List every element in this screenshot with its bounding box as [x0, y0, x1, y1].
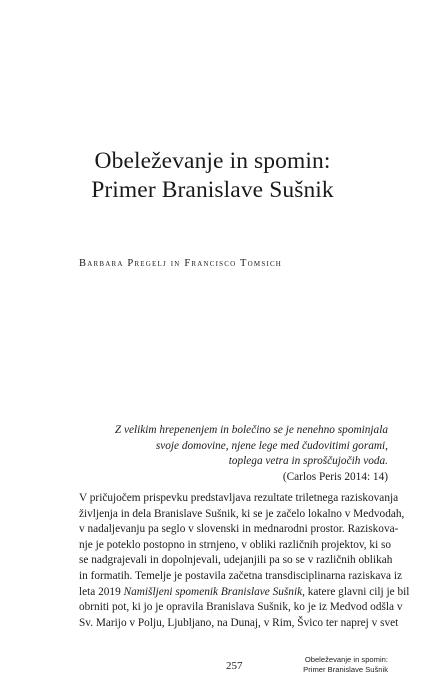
chapter-title: [0, 147, 425, 205]
body-line-suffix: , katere glavni cilj je bil: [302, 585, 410, 598]
body-line: obrniti pot, ki jo je opravila Branislava Sušnik, ko je iz Medvod odšla v: [79, 601, 403, 614]
epigraph-citation: (Carlos Peris 2014: 14): [282, 470, 388, 483]
chapter-authors: Barbara Pregelj in Francisco Tomsich: [79, 258, 283, 269]
body-line: nje je poteklo postopno in strnjeno, v obliki različnih projektov, ki so: [79, 538, 392, 551]
body-line: in formatih. Temelje je postavila začetna transdisciplinarna raziskava iz: [79, 569, 403, 582]
body-paragraph: [79, 491, 410, 631]
body-line: življenja in dela Branislave Sušnik, ki se je začelo lokalno v Medvodah,: [79, 507, 405, 520]
body-line: se nadgrajevali in dopolnjevali, udejanjili pa so se v različnih oblikah: [79, 554, 393, 567]
italic-work-title: Namišljeni spomenik Branislave Sušnik: [123, 585, 303, 598]
page-number: 257: [226, 660, 243, 672]
epigraph: [68, 423, 388, 485]
chapter-title-line-2: Primer Branislave Sušnik: [91, 177, 334, 203]
body-line: Sv. Marijo v Polju, Ljubljano, na Dunaj, v Rim, Švico ter naprej v svet: [79, 616, 399, 629]
running-head-line-2: Primer Branislave Sušnik: [303, 664, 388, 674]
running-head-line-1: Obeleževanje in spomin:: [304, 655, 388, 664]
chapter-title-line-1: Obeleževanje in spomin:: [94, 148, 331, 174]
epigraph-line: svoje domovine, njene lege med čudovitimi gorami,: [155, 439, 388, 452]
epigraph-line: toplega vetra in sproščujočih voda.: [228, 455, 388, 468]
epigraph-line: Z velikim hrepenenjem in bolečino se je nenehno spominjala: [114, 424, 388, 436]
body-line: V pričujočem prispevku predstavljava rezultate triletnega raziskovanja: [79, 492, 399, 504]
running-head: [303, 655, 388, 674]
body-line-prefix: leta 2019: [79, 585, 124, 598]
body-line: v nadaljevanju pa seglo v slovenski in mednarodni prostor. Raziskova-: [79, 523, 399, 536]
body-line-with-italic-title: [79, 585, 410, 601]
